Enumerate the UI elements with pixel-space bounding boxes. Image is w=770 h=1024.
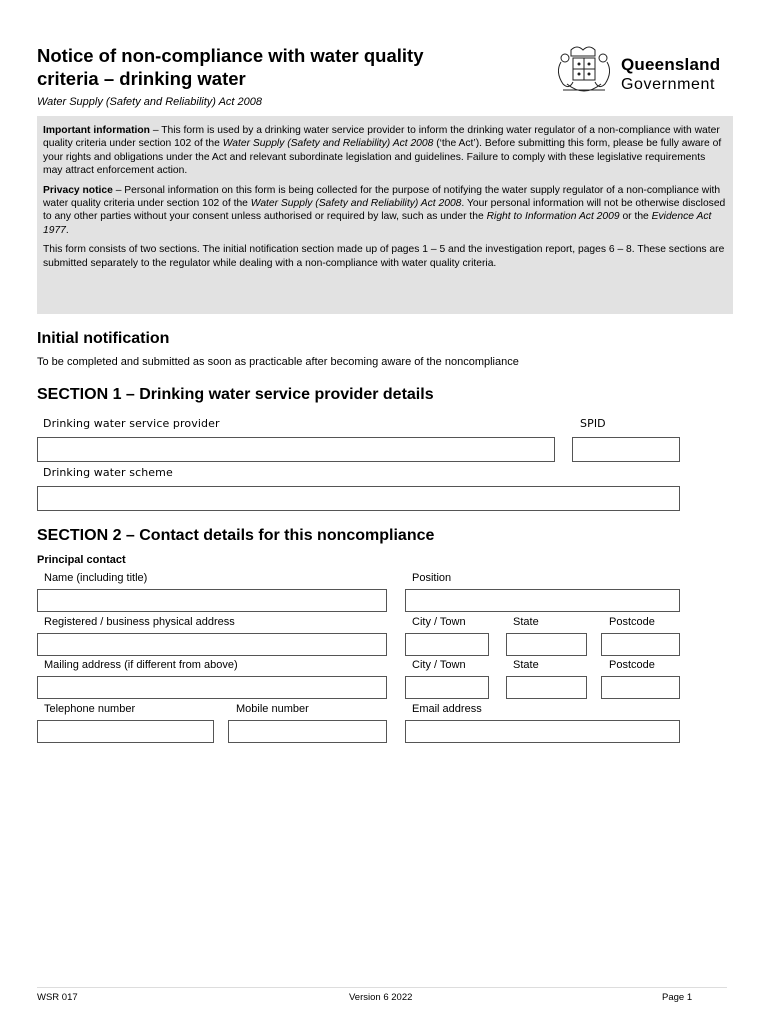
privacy-act: Water Supply (Safety and Reliability) Act 2008 xyxy=(250,198,462,210)
name-input[interactable] xyxy=(37,589,387,612)
provider-label: Drinking water service provider xyxy=(43,417,220,430)
mailing-city-input[interactable] xyxy=(405,676,489,699)
initial-notification-note: To be completed and submitted as soon as practicable after becoming aware of the noncompliance xyxy=(37,356,519,368)
important-text-b: (‘the Act’). Before submitting this form, please be fully aware of your rights and obligations under the Act and relevant subordinate legislation and guidelines. Failure to comply with these legislative requirements may attract enforcement action. xyxy=(43,138,722,177)
scheme-label: Drinking water scheme xyxy=(43,466,173,479)
privacy-text-a: – Personal information on this form is being collected for the purpose of notifying the water supply regulator of a non-compliance with water quality criteria under section 102 of the xyxy=(43,184,721,210)
registered-address-label: Registered / business physical address xyxy=(44,616,235,628)
footer-divider xyxy=(37,987,727,988)
mailing-city-label: City / Town xyxy=(412,659,466,671)
state-input[interactable] xyxy=(506,633,587,656)
logo-text-queensland: Queensland xyxy=(621,55,721,74)
section2-heading: SECTION 2 – Contact details for this noncompliance xyxy=(37,527,435,544)
scheme-input[interactable] xyxy=(37,486,680,511)
city-label: City / Town xyxy=(412,616,466,628)
form-title-line1: Notice of non-compliance with water quality xyxy=(37,45,424,66)
privacy-act3: Evidence Act 1977 xyxy=(43,211,712,236)
position-input[interactable] xyxy=(405,589,680,612)
email-label: Email address xyxy=(412,703,482,715)
privacy-text-c: or the xyxy=(619,211,652,223)
principal-contact-label: Principal contact xyxy=(37,554,126,566)
footer-page-number: Page 1 xyxy=(662,992,693,1003)
provider-input[interactable] xyxy=(37,437,555,462)
telephone-label: Telephone number xyxy=(44,703,136,715)
footer-version: Version 6 2022 xyxy=(349,992,413,1003)
important-information-paragraph xyxy=(43,124,727,178)
important-text-a: – This form is used by a drinking water service provider to inform the drinking water regulator of a non-compliance with water quality criteria under section 102 of the xyxy=(43,125,720,150)
spid-label: SPID xyxy=(580,417,606,430)
mailing-postcode-label: Postcode xyxy=(609,659,655,671)
form-subtitle: Water Supply (Safety and Reliability) Act 2008 xyxy=(37,96,263,108)
privacy-notice-paragraph xyxy=(43,184,727,238)
initial-notification-heading: Initial notification xyxy=(37,330,170,347)
privacy-text-b: . Your personal information will not be otherwise disclosed to any other parties without your consent unless authorised or required by law, such as under the xyxy=(43,198,726,223)
mailing-address-input[interactable] xyxy=(37,676,387,699)
mobile-input[interactable] xyxy=(228,720,387,743)
email-input[interactable] xyxy=(405,720,680,743)
form-title-line2: criteria – drinking water xyxy=(37,68,246,89)
important-act: Water Supply (Safety and Reliability) Act 2008 xyxy=(222,138,434,150)
privacy-label: Privacy notice xyxy=(43,184,113,196)
important-label: Important information xyxy=(43,125,150,136)
city-input[interactable] xyxy=(405,633,489,656)
footer-form-code: WSR 017 xyxy=(37,992,78,1003)
postcode-input[interactable] xyxy=(601,633,680,656)
position-label: Position xyxy=(412,572,452,584)
privacy-text-d: . xyxy=(65,224,69,236)
section1-heading: SECTION 1 – Drinking water service provider details xyxy=(37,386,434,403)
privacy-act2: Right to Information Act 2009 xyxy=(486,211,620,223)
sections-paragraph: This form consists of two sections. The initial notification section made up of pages 1 – 5 and the investigation report, pages 6 – 8. These sections are submitted separately to the regulator while dealing with a non-compliance with water quality criteria. xyxy=(43,244,725,269)
state-label: State xyxy=(513,616,539,628)
mailing-address-label: Mailing address (if different from above) xyxy=(44,659,238,671)
information-panel xyxy=(37,116,733,314)
registered-address-input[interactable] xyxy=(37,633,387,656)
mobile-label: Mobile number xyxy=(236,703,309,715)
spid-input[interactable] xyxy=(572,437,680,462)
mailing-state-input[interactable] xyxy=(506,676,587,699)
telephone-input[interactable] xyxy=(37,720,214,743)
logo-text-government: Government xyxy=(621,76,716,93)
mailing-state-label: State xyxy=(513,659,539,671)
name-label: Name (including title) xyxy=(44,572,148,584)
postcode-label: Postcode xyxy=(609,616,655,628)
mailing-postcode-input[interactable] xyxy=(601,676,680,699)
form-title xyxy=(37,44,517,90)
